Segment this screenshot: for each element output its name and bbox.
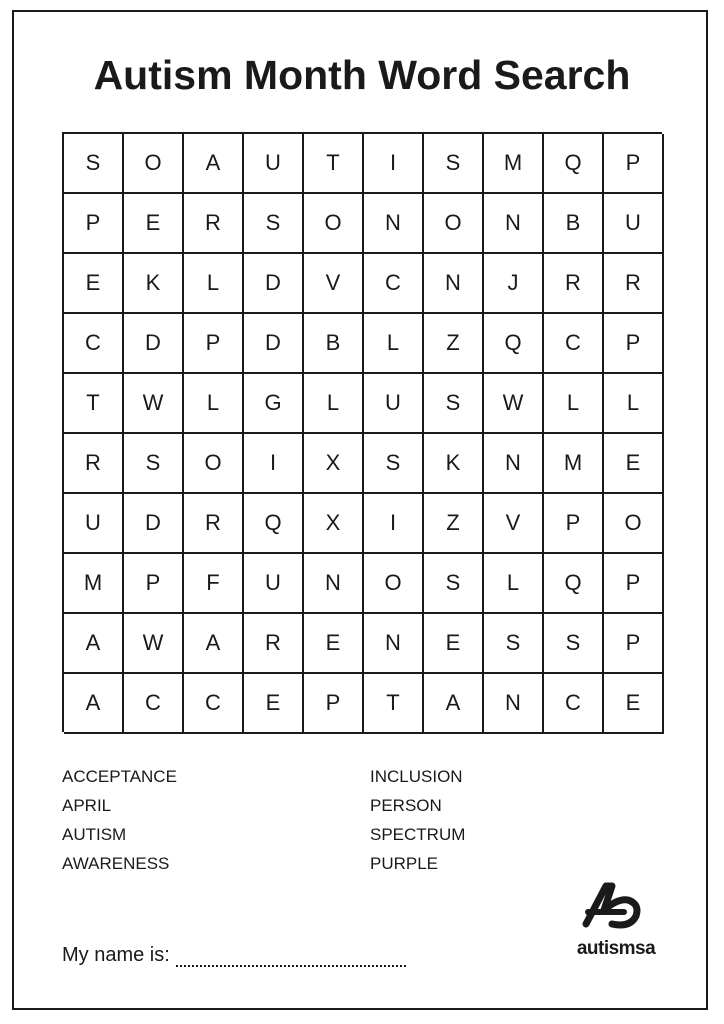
grid-cell: B (544, 194, 604, 254)
grid-cell: W (124, 374, 184, 434)
autism-sa-logo-icon (566, 880, 666, 938)
grid-cell: T (304, 134, 364, 194)
grid-cell: N (364, 614, 424, 674)
grid-cell: L (484, 554, 544, 614)
grid-cell: A (64, 674, 124, 734)
grid-cell: W (484, 374, 544, 434)
grid-cell: O (364, 554, 424, 614)
grid-cell: U (364, 374, 424, 434)
grid-cell: L (364, 314, 424, 374)
grid-cell: Z (424, 494, 484, 554)
grid-cell: A (424, 674, 484, 734)
grid-cell: L (184, 374, 244, 434)
grid-cell: L (304, 374, 364, 434)
grid-cell: C (544, 314, 604, 374)
grid-cell: P (604, 614, 664, 674)
autism-sa-logo (566, 880, 666, 965)
word-list-item: PURPLE (370, 854, 439, 873)
grid-cell: U (604, 194, 664, 254)
grid-cell: U (244, 134, 304, 194)
grid-cell: Q (484, 314, 544, 374)
grid-cell: E (304, 614, 364, 674)
logo-text: autismsa (576, 938, 656, 959)
grid-cell: R (64, 434, 124, 494)
grid-cell: C (64, 314, 124, 374)
grid-cell: O (304, 194, 364, 254)
page-title: Autism Month Word Search (93, 52, 631, 98)
grid-cell: N (304, 554, 364, 614)
grid-cell: A (64, 614, 124, 674)
grid-cell: I (244, 434, 304, 494)
grid-cell: K (424, 434, 484, 494)
grid-cell: T (364, 674, 424, 734)
word-search-grid (62, 132, 662, 732)
grid-cell: E (604, 674, 664, 734)
grid-cell: P (304, 674, 364, 734)
grid-cell: S (424, 554, 484, 614)
grid-cell: D (244, 314, 304, 374)
grid-cell: O (124, 134, 184, 194)
grid-cell: S (244, 194, 304, 254)
grid-cell: S (484, 614, 544, 674)
grid-cell: Q (244, 494, 304, 554)
grid-cell: Q (544, 554, 604, 614)
grid-cell: N (484, 674, 544, 734)
grid-cell: K (124, 254, 184, 314)
grid-cell: P (124, 554, 184, 614)
grid-cell: P (64, 194, 124, 254)
name-field (62, 944, 406, 967)
grid-cell: R (184, 494, 244, 554)
grid-cell: A (184, 614, 244, 674)
grid-cell: C (124, 674, 184, 734)
word-list-item: SPECTRUM (370, 825, 466, 844)
grid-cell: T (64, 374, 124, 434)
grid-cell: S (64, 134, 124, 194)
grid-cell: C (184, 674, 244, 734)
grid-cell: U (244, 554, 304, 614)
grid-cell: R (544, 254, 604, 314)
name-dotted-line (176, 945, 406, 967)
word-list-right (370, 762, 465, 878)
grid-cell: R (184, 194, 244, 254)
grid-cell: D (124, 314, 184, 374)
word-list-item: APRIL (62, 796, 112, 815)
grid-cell: X (304, 434, 364, 494)
grid-cell: Q (544, 134, 604, 194)
word-list-item: AWARENESS (62, 854, 170, 873)
word-list-item: INCLUSION (370, 767, 463, 786)
grid-cell: I (364, 134, 424, 194)
grid-cell: Z (424, 314, 484, 374)
grid-cell: P (604, 134, 664, 194)
grid-cell: A (184, 134, 244, 194)
grid-cell: N (484, 434, 544, 494)
word-list-left (62, 762, 177, 878)
grid-cell: E (424, 614, 484, 674)
grid-cell: I (364, 494, 424, 554)
grid-cell: P (544, 494, 604, 554)
grid-cell: M (64, 554, 124, 614)
grid-cell: W (124, 614, 184, 674)
grid-cell: C (364, 254, 424, 314)
grid-cell: E (124, 194, 184, 254)
grid-cell: V (484, 494, 544, 554)
grid-cell: M (544, 434, 604, 494)
grid-cell: N (364, 194, 424, 254)
grid-cell: U (64, 494, 124, 554)
grid-cell: G (244, 374, 304, 434)
word-list-item: PERSON (370, 796, 442, 815)
grid-cell: P (184, 314, 244, 374)
grid-cell: O (184, 434, 244, 494)
grid-cell: E (244, 674, 304, 734)
grid-cell: M (484, 134, 544, 194)
grid-cell: L (604, 374, 664, 434)
grid-cell: S (424, 374, 484, 434)
grid-cell: L (544, 374, 604, 434)
grid-cell: S (364, 434, 424, 494)
grid-cell: J (484, 254, 544, 314)
grid-cell: N (484, 194, 544, 254)
grid-cell: D (244, 254, 304, 314)
grid-cell: R (604, 254, 664, 314)
grid-cell: E (604, 434, 664, 494)
grid-cell: O (604, 494, 664, 554)
grid-cell: D (124, 494, 184, 554)
grid-cell: S (544, 614, 604, 674)
grid-cell: O (424, 194, 484, 254)
grid-cell: R (244, 614, 304, 674)
grid-cell: S (124, 434, 184, 494)
grid-cell: N (424, 254, 484, 314)
grid-cell: S (424, 134, 484, 194)
grid-cell: P (604, 554, 664, 614)
grid-cell: V (304, 254, 364, 314)
grid-cell: E (64, 254, 124, 314)
name-label: My name is: (62, 944, 170, 966)
word-list-item: AUTISM (62, 825, 127, 844)
grid-cell: C (544, 674, 604, 734)
grid-cell: B (304, 314, 364, 374)
grid-cell: P (604, 314, 664, 374)
grid-cell: L (184, 254, 244, 314)
grid-cell: X (304, 494, 364, 554)
word-list-item: ACCEPTANCE (62, 767, 177, 786)
grid-cell: F (184, 554, 244, 614)
